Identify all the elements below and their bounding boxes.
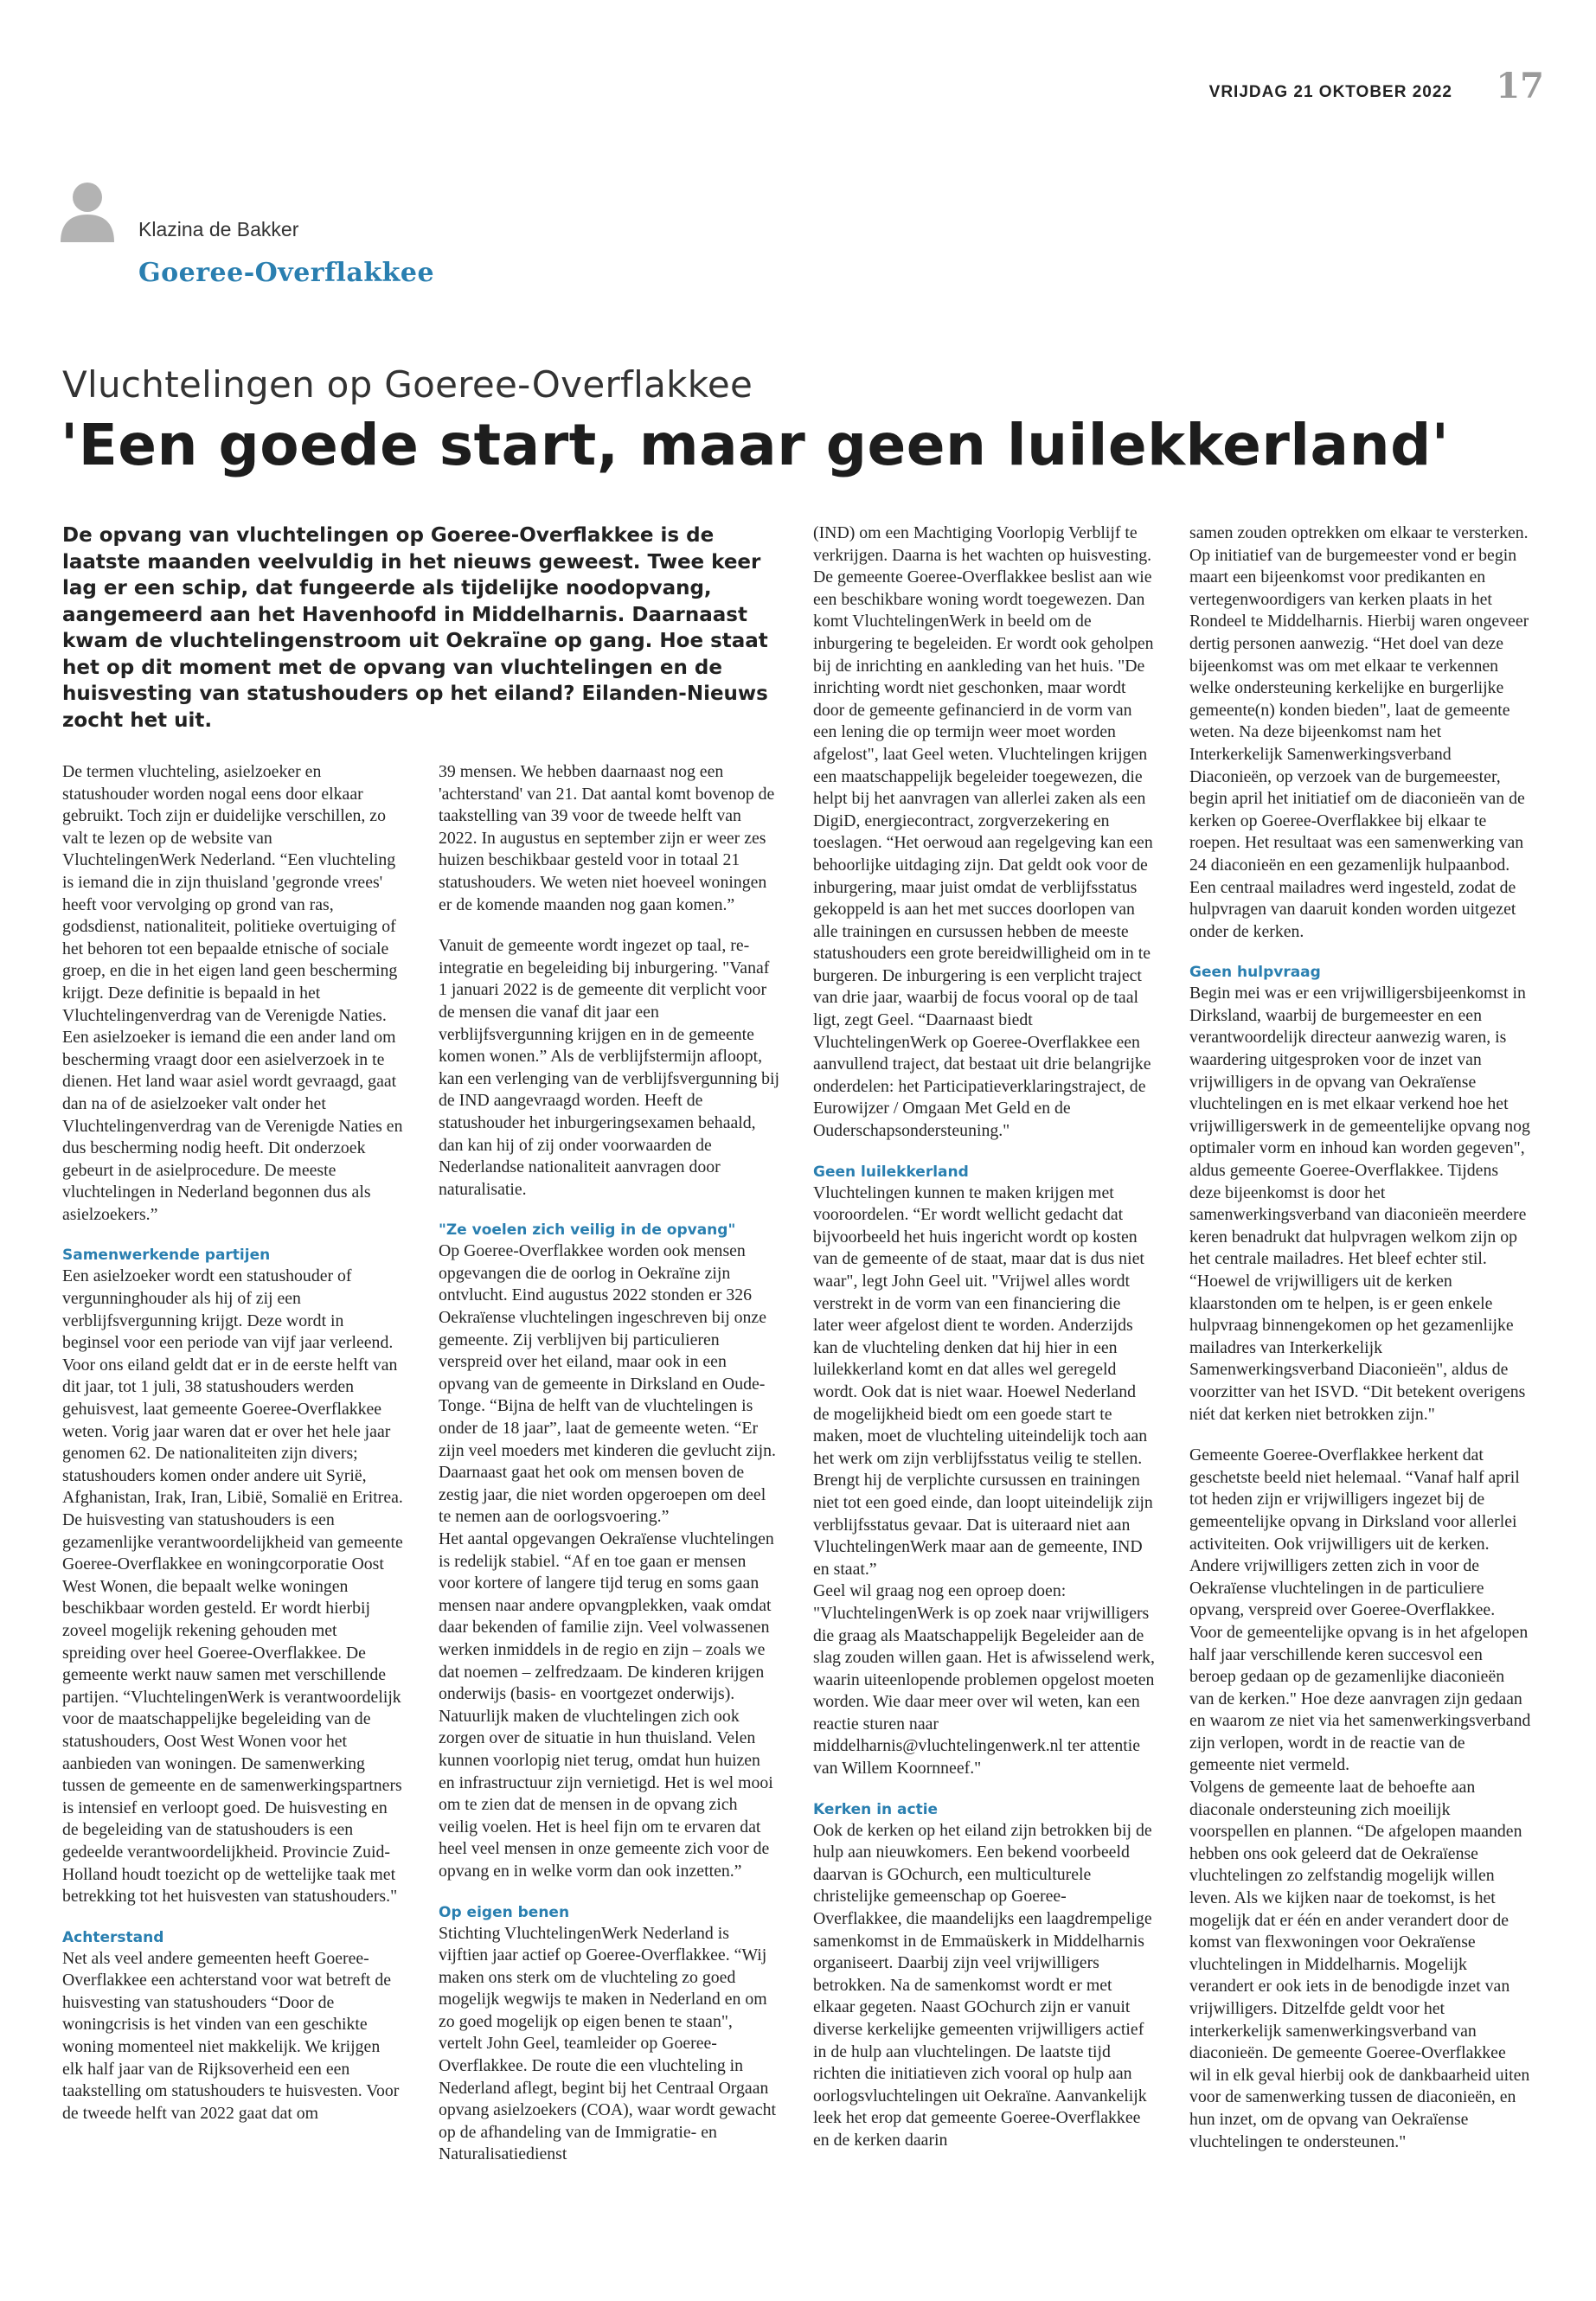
article-column-4	[1189, 522, 1531, 2153]
subheading: Geen hulpvraag	[1189, 964, 1321, 982]
paragraph: Op Goeree-Overflakkee worden ook mensen opgevangen die de oorlog in Oekraïne zijn ontvlucht. Eind augustus 2022 stonden er 326 Oekraïense vluchtelingen ingeschreven bij onze gemeente. Zij verblijven bij particulieren verspreid over het eiland, maar ook in een opvang van de gemeente in Dirksland en Oude-Tonge. “Bijna de helft van de vluchtelingen is onder de 18 jaar”, laat de gemeente weten. “Er zijn veel moeders met kinderen die gevlucht zijn. Daarnaast gaat het ook om mensen boven de zestig jaar, die niet worden opgeroepen om deel te nemen aan de oorlogsvoering.”	[439, 1241, 776, 1527]
paragraph: Het aantal opgevangen Oekraïense vluchtelingen is redelijk stabiel. “Af en toe gaan er mensen voor kortere of langere tijd terug en soms gaan mensen naar andere opvangplekken, vaak omdat daar bekenden of familie zijn. Veel volwassenen werken inmiddels in de regio en zijn – zoals we dat noemen – zelfredzaam. De kinderen krijgen onderwijs (basis- en voortgezet onderwijs). Natuurlijk maken de vluchtelingen zich ook zorgen over de situatie in hun thuisland. Velen kunnen voorlopig niet terug, omdat hun huizen en infrastructuur zijn vernietigd. Het is wel mooi om te zien dat de mensen in de opvang zich veilig voelen. Het is heel fijn om te ervaren dat heel veel mensen in onze gemeente zich voor de opvang en in welke vorm dan ook inzetten.”	[439, 1529, 774, 1881]
article-intro: De opvang van vluchtelingen op Goeree-Overflakkee is de laatste maanden veelvuldig in het nieuws geweest. Twee keer lag er een schip, dat fungeerde als tijdelijke noodopvang, aangemeerd aan het Havenhoofd in Middelharnis. Daarnaast kwam de vluchtelingenstroom uit Oekraïne op gang. Hoe staat het op dit moment met de opvang van vluchtelingen en de huisvesting van statushouders op het eiland? Eilanden-Nieuws zocht het uit.	[62, 524, 768, 732]
paragraph: Vanuit de gemeente wordt ingezet op taal, re-integratie en begeleiding bij inburgering. "Vanaf 1 januari 2022 is de gemeente dit verplicht voor de mensen die vanaf dit jaar een verblijfsvergunning krijgen en in de gemeente komen wonen.” Als de verblijfstermijn afloopt, kan een verlenging van de verblijfsvergunning bij de IND aangevraagd worden. Heeft de statushouder het inburgeringsexamen behaald, dan kan hij of zij onder voorwaarden de Nederlandse nationaliteit aanvragen door naturalisatie.	[439, 936, 780, 1199]
paragraph: (IND) om een Machtiging Voorlopig Verblijf te verkrijgen. Daarna is het wachten op huisvesting. De gemeente Goeree-Overflakkee beslist aan wie een beschikbare woning wordt toegewezen. Dan komt VluchtelingenWerk in beeld om de inburgering te begeleiden. Er wordt ook geholpen bij de inrichting en aankleding van het huis. "De inrichting wordt niet geschonken, maar wordt door de gemeente gefinancierd in de vorm van een lening die op termijn weer moet worden afgelost", laat Geel weten. Vluchtelingen krijgen een maatschappelijk begeleider toegewezen, die helpt bij het aanvragen van allerlei zaken als een DigiD, energiecontract, zorgverzekering en toeslagen. “Het oerwoud aan regelgeving kan een behoorlijke uitdaging zijn. Dat geldt ook voor de inburgering, maar juist omdat de verblijfsstatus gekoppeld is aan het met succes doorlopen van alle trainingen en cursussen hebben de meeste statushouders een grote bereidwilligheid om in te burgeren. De inburgering is een verplicht traject van drie jaar, waarbij de focus vooral op de taal ligt, zegt Geel. “Daarnaast biedt VluchtelingenWerk op Goeree-Overflakkee een aanvullend traject, dat bestaat uit drie belangrijke onderdelen: het Participatieverklaringstraject, de Eurowijzer / Omgaan Met Geld en de Ouderschapsondersteuning."	[813, 523, 1154, 1141]
article-kicker: Vluchtelingen op Goeree-Overflakkee	[62, 363, 753, 406]
paragraph: Vluchtelingen kunnen te maken krijgen met vooroordelen. “Er wordt wellicht gedacht dat bijvoorbeeld het huis ingericht wordt op kosten van de gemeente of de staat, maar dat is dus niet waar", legt John Geel uit. "Vrijwel alles wordt verstrekt in de vorm van een financiering die later weer afgelost dient te worden. Anderzijds kan de vluchteling denken dat hij hier in een luilekkerland komt en dat alles wel geregeld wordt. Ook dat is niet waar. Hoewel Nederland de mogelijkheid biedt om een goede start te maken, moet de vluchteling uiteindelijk toch aan het werk om zijn verblijfsstatus veilig te stellen. Brengt hij de verplichte cursussen en trainingen niet tot een goed einde, dan loopt uiteindelijk zijn verblijfsstatus gevaar. Dat is uiteraard niet aan VluchtelingenWerk maar aan de gemeente, IND en staat.”	[813, 1183, 1153, 1579]
paragraph: Ook de kerken op het eiland zijn betrokken bij de hulp aan nieuwkomers. Een bekend voorbeeld daarvan is GOchurch, een multiculturele christelijke gemeenschap op Goeree-Overflakkee, die maandelijks een laagdrempelige samenkomst in de Emmaüskerk in Middelharnis organiseert. Daarbij zijn veel vrijwilligers betrokken. Na de samenkomst wordt er met elkaar gegeten. Naast GOchurch zijn er vanuit diverse kerkelijke gemeenten vrijwilligers actief in de hulp aan vluchtelingen. De laatste tijd richten die initiatieven zich vooral op hulp aan oorlogsvluchtelingen uit Oekraïne. Aanvankelijk leek het erop dat gemeente Goeree-Overflakkee en de kerken daarin	[813, 1820, 1152, 2150]
paragraph: De termen vluchteling, asielzoeker en statushouder worden nogal eens door elkaar gebruikt. Toch zijn er duidelijke verschillen, zo valt te lezen op de website van VluchtelingenWerk Nederland. “Een vluchteling is iemand die in zijn thuisland 'gegronde vrees' heeft voor vervolging op grond van ras, godsdienst, nationaliteit, politieke overtuiging of het behoren tot een bepaalde etnische of sociale groep, en die in het eigen land geen bescherming krijgt. Deze definitie is bepaald in het Vluchtelingenverdrag van de Verenigde Naties. Een asielzoeker is iemand die een ander land om bescherming vraagt door een asielverzoek in te dienen. Het land waar asiel wordt gevraagd, gaat dan na of de asielzoeker valt onder het Vluchtelingenverdrag van de Verenigde Naties en dus bescherming nodig heeft. Dit onderzoek gebeurt in de asielprocedure. De meeste vluchtelingen in Nederland begonnen dus als asielzoekers.”	[62, 762, 403, 1224]
subheading: Op eigen benen	[439, 1903, 570, 1921]
paragraph: Gemeente Goeree-Overflakkee herkent dat geschetste beeld niet helemaal. “Vanaf half april tot heden zijn er vrijwilligers ingezet bij de gemeentelijke opvang in Dirksland voor allerlei activiteiten. Ook vrijwilligers uit de kerken. Andere vrijwilligers zetten zich in voor de Oekraïense vluchtelingen in de particuliere opvang, verspreid over Goeree-Overflakkee. Voor de gemeentelijke opvang is in het afgelopen half jaar verschillende keren succesvol een beroep gedaan op de gezamenlijke diaconieën van de kerken." Hoe deze aanvragen zijn gedaan en waarom ze niet via het samenwerkingsverband zijn verlopen, wordt in de reactie van de gemeente niet vermeld.	[1189, 1445, 1531, 1775]
paragraph: Net als veel andere gemeenten heeft Goeree-Overflakkee een achterstand voor wat betreft de huisvesting van statushouders “Door de woningcrisis is het vinden van een geschikte woning momenteel niet makkelijk. We krijgen elk half jaar van de Rijksoverheid een een taakstelling om statushouders te huisvesten. Voor de tweede helft van 2022 gaat dat om	[62, 1948, 400, 2123]
header-date: VRIJDAG 21 OKTOBER 2022	[1208, 83, 1452, 101]
article-headline: 'Een goede start, maar geen luilekkerland'	[61, 412, 1450, 478]
article-column-2	[439, 761, 780, 2166]
paragraph: Stichting VluchtelingenWerk Nederland is vijftien jaar actief op Goeree-Overflakkee. “Wij maken ons sterk om de vluchteling zo goed mogelijk wegwijs te maken in Nederland en om zo goed mogelijk op eigen benen te staan", vertelt John Geel, teamleider op Goeree-Overflakkee. De route die een vluchteling in Nederland aflegt, begint bij het Centraal Orgaan opvang asielzoekers (COA), waar wordt gewacht op de afhandeling van de Immigratie- en Naturalisatiedienst	[439, 1923, 776, 2164]
subheading: Kerken in actie	[813, 1800, 939, 1818]
person-icon	[61, 182, 114, 242]
paragraph: Een asielzoeker wordt een statushouder of vergunninghouder als hij of zij een verblijfsvergunning krijgt. Deze wordt in beginsel voor een periode van vijf jaar verleend. Voor ons eiland geldt dat er in de eerste helft van dit jaar, tot 1 juli, 38 statushouders werden gehuisvest, laat gemeente Goeree-Overflakkee weten. Vorig jaar waren dat er over het hele jaar genomen 62. De nationaliteiten zijn divers; statushouders komen onder andere uit Syrië, Afghanistan, Irak, Iran, Libië, Somalië en Eritrea.	[62, 1266, 403, 1508]
subheading: Samenwerkende partijen	[62, 1247, 271, 1265]
paragraph: De huisvesting van statushouders is een gezamenlijke verantwoordelijkheid van gemeente Goeree-Overflakkee en woningcorporatie Oost West Wonen, die bepaalt welke woningen beschikbaar worden gesteld. Er wordt hierbij zoveel mogelijk rekening gehouden met spreiding over heel Goeree-Overflakkee. De gemeente werkt nauw samen met verschillende partijen. “VluchtelingenWerk is verantwoordelijk voor de maatschappelijke begeleiding van de statushouders, Oost West Wonen voor het aanbieden van woningen. De samenwerking tussen de gemeente en de samenwerkingspartners is intensief en verloopt goed. De huisvesting en de begeleiding van de statushouders is een gedeelde verantwoordelijkheid. Provincie Zuid-Holland houdt toezicht op de wettelijke taak met betrekking tot het huisvesten van statushouders."	[62, 1510, 403, 1907]
paragraph: 39 mensen. We hebben daarnaast nog een 'achterstand' van 21. Dat aantal komt bovenop de taakstelling van 39 voor de tweede helft van 2022. In augustus en september zijn er weer zes huizen beschikbaar gesteld voor in totaal 21 statushouders. We weten niet hoeveel woningen er de komende maanden nog gaan komen.”	[439, 762, 775, 914]
subheading: Geen luilekkerland	[813, 1163, 969, 1181]
paragraph: Begin mei was er een vrijwilligersbijeenkomst in Dirksland, waarbij de burgemeester en een verantwoordelijk directeur aanwezig waren, is waardering uitgesproken voor de inzet van vrijwilligers in de opvang van Oekraïense vluchtelingen en is met elkaar verkend hoe het vrijwilligerswerk in de gemeentelijke opvang nog optimaler vorm en inhoud kan worden gegeven", aldus gemeente Goeree-Overflakkee. Tijdens deze bijeenkomst is door het samenwerkingsverband van diaconieën meerdere keren benadrukt dat hulpvragen welkom zijn op het centrale mailadres. Het bleef echter stil. “Hoewel de vrijwilligers uit de kerken klaarstonden om te helpen, is er geen enkele hulpvraag binnengekomen op het gezamenlijke mailadres van Interkerkelijk Samenwerkingsverband Diaconieën", aldus de voorzitter van het ISVD. “Dit betekent overigens niét dat kerken niet betrokken zijn."	[1189, 984, 1530, 1424]
article-column-3	[813, 522, 1155, 2152]
author-name: Klazina de Bakker	[138, 218, 299, 240]
article-column-1	[62, 761, 404, 2125]
paragraph: Volgens de gemeente laat de behoefte aan diaconale ondersteuning zich moeilijk voorspellen en plannen. “De afgelopen maanden hebben ons ook geleerd dat de Oekraïense vluchtelingen zo zelfstandig mogelijk willen leven. Als we kijken naar de toekomst, is het mogelijk dat er één en ander verandert door de komst van flexwoningen voor Oekraïense vluchtelingen in Middelharnis. Mogelijk verandert er ook iets in de benodigde inzet van vrijwilligers. Ditzelfde geldt voor het interkerkelijk samenwerkingsverband van diaconieën. De gemeente Goeree-Overflakkee wil in elk geval hierbij ook de dankbaarheid uiten voor de samenwerking tussen de diaconieën, en hun inzet, om de opvang van Oekraïense vluchtelingen te ondersteunen."	[1189, 1778, 1530, 2151]
subheading: "Ze voelen zich veilig in de opvang"	[439, 1221, 736, 1240]
subheading: Achterstand	[62, 1928, 164, 1946]
section-label: Goeree-Overflakkee	[138, 258, 435, 288]
paragraph: samen zouden optrekken om elkaar te versterken. Op initiatief van de burgemeester vond er begin maart een bijeenkomst voor predikanten en vertegenwoordigers van kerken plaats in het Rondeel te Middelharnis. Hierbij waren ongeveer dertig personen aanwezig. “Het doel van deze bijeenkomst was om met elkaar te verkennen welke ondersteuning kerkelijke en burgerlijke gemeente(n) konden bieden", laat de gemeente weten. Na deze bijeenkomst nam het Interkerkelijk Samenwerkingsverband Diaconieën, op verzoek van de burgemeester, begin april het initiatief om de diaconieën van de kerken op Goeree-Overflakkee bij elkaar te roepen. Het resultaat was een samenwerking van 24 diaconieën en een gezamenlijk hulpaanbod. Een centraal mailadres werd ingesteld, zodat de hulpvragen van daaruit konden worden uitgezet onder de kerken.	[1189, 523, 1529, 941]
page-number: 17	[1496, 66, 1544, 106]
paragraph: Geel wil graag nog een oproep doen: "VluchtelingenWerk is op zoek naar vrijwilligers die graag als Maatschappelijk Begeleider aan de slag zouden willen gaan. Het is afwisselend werk, waarin uiteenlopende problemen opgelost moeten worden. Wie daar meer over wil weten, kan een reactie sturen naar middelharnis@vluchtelingenwerk.nl ter attentie van Willem Koornneef."	[813, 1581, 1155, 1779]
